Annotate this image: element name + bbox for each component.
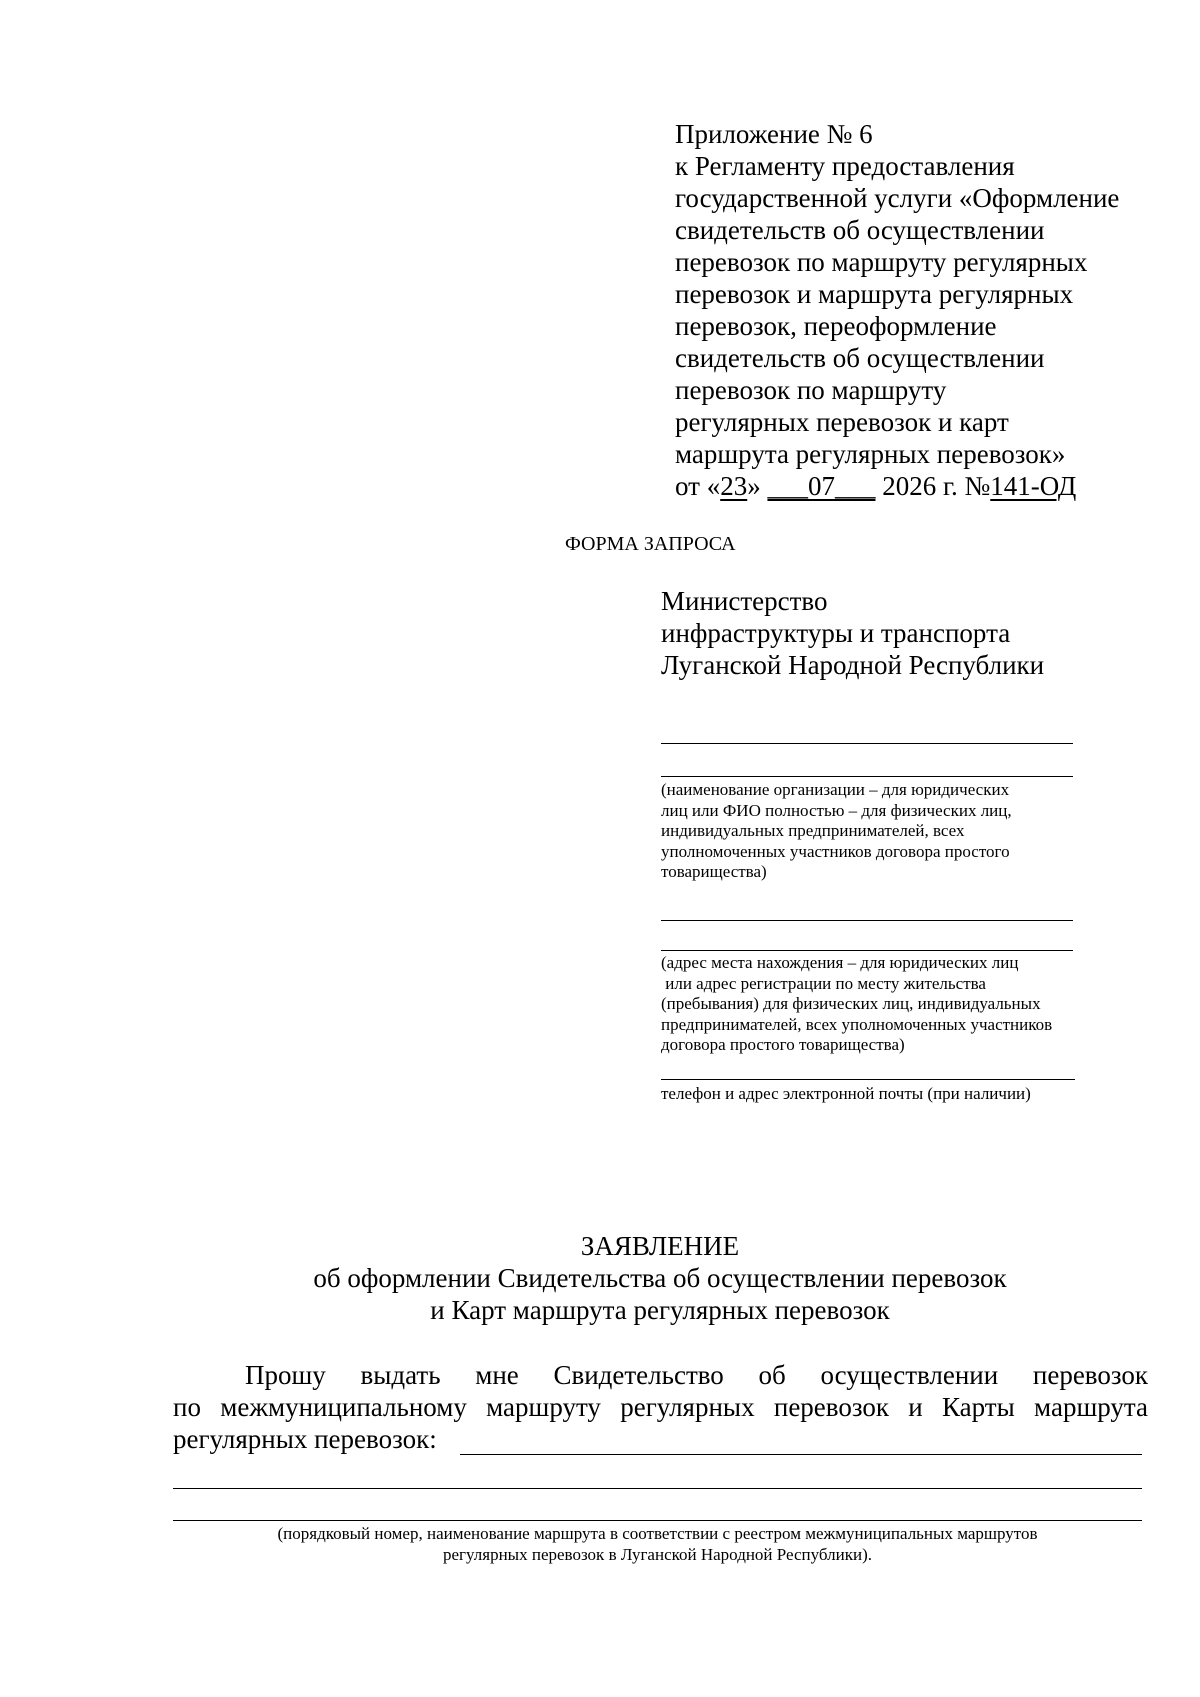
statement-title: ЗАЯВЛЕНИЕ — [580, 1231, 740, 1261]
appendix-line: перевозок, переоформление — [675, 311, 997, 341]
date-day: 23 — [720, 471, 748, 501]
statement-subtitle: об оформлении Свидетельства об осуществлении перевозок и Карт маршрута регулярных перевозок — [313, 1263, 1007, 1325]
applicant-address-line-2[interactable] — [661, 950, 1073, 951]
appendix-line: регулярных перевозок и карт — [675, 407, 1009, 437]
applicant-name-hint: (наименование организации – для юридических лиц или ФИО полностью – для физических лиц, индивидуальных предпринимателей, всех уполномоченных участников договора простого товарищества) — [661, 780, 1012, 881]
route-input-line-2[interactable] — [173, 1488, 1142, 1489]
addressee-block — [661, 585, 1111, 681]
applicant-address-line-1[interactable] — [661, 920, 1073, 921]
route-input-line-1[interactable] — [460, 1454, 1142, 1455]
appendix-line: маршрута регулярных перевозок» — [675, 439, 1066, 469]
applicant-address-hint: (адрес места нахождения – для юридических лиц или адрес регистрации по месту жительства (пребывания) для физических лиц, индивидуальных предпринимателей, всех уполномоченных участников договора простого товарищества) — [661, 953, 1053, 1054]
addressee-line: инфраструктуры и транспорта — [661, 618, 1011, 648]
appendix-line: перевозок по маршруту регулярных — [675, 247, 1088, 277]
body-line-1: Прошу выдать мне Свидетельство об осуществлении перевозок — [245, 1360, 1148, 1390]
date-number: 141-ОД — [990, 471, 1077, 501]
statement-body — [173, 1359, 1148, 1455]
applicant-name-line-2[interactable] — [661, 776, 1073, 777]
appendix-block — [675, 118, 1175, 502]
applicant-name-line-1[interactable] — [661, 743, 1073, 744]
form-label: ФОРМА ЗАПРОСА — [565, 533, 736, 555]
addressee-line: Луганской Народной Республики — [661, 650, 1045, 680]
appendix-line: Приложение № 6 — [675, 119, 873, 149]
date-month: ___07___ — [767, 471, 876, 501]
addressee-line: Министерство — [661, 586, 828, 616]
appendix-line: свидетельств об осуществлении — [675, 343, 1045, 373]
body-line-3: регулярных перевозок: — [173, 1424, 437, 1454]
applicant-contacts-line[interactable] — [661, 1079, 1075, 1080]
appendix-date: от «23» ___07___ 2026 г. №141-ОД — [675, 471, 1077, 501]
appendix-line: государственной услуги «Оформление — [675, 183, 1120, 213]
body-line-2: по межмуниципальному маршруту регулярных перевозок и Карты маршрута — [173, 1392, 1148, 1422]
appendix-line: к Регламенту предоставления — [675, 151, 1015, 181]
route-footnote: (порядковый номер, наименование маршрута в соответствии с реестром межмуниципальных маршрутов регулярных перевозок в Луганской Народной Республики). — [277, 1524, 1038, 1564]
route-input-line-3[interactable] — [173, 1520, 1142, 1521]
appendix-line: свидетельств об осуществлении — [675, 215, 1045, 245]
appendix-line: перевозок и маршрута регулярных — [675, 279, 1074, 309]
appendix-line: перевозок по маршруту — [675, 375, 947, 405]
applicant-contacts-hint: телефон и адрес электронной почты (при наличии) — [661, 1084, 1031, 1103]
